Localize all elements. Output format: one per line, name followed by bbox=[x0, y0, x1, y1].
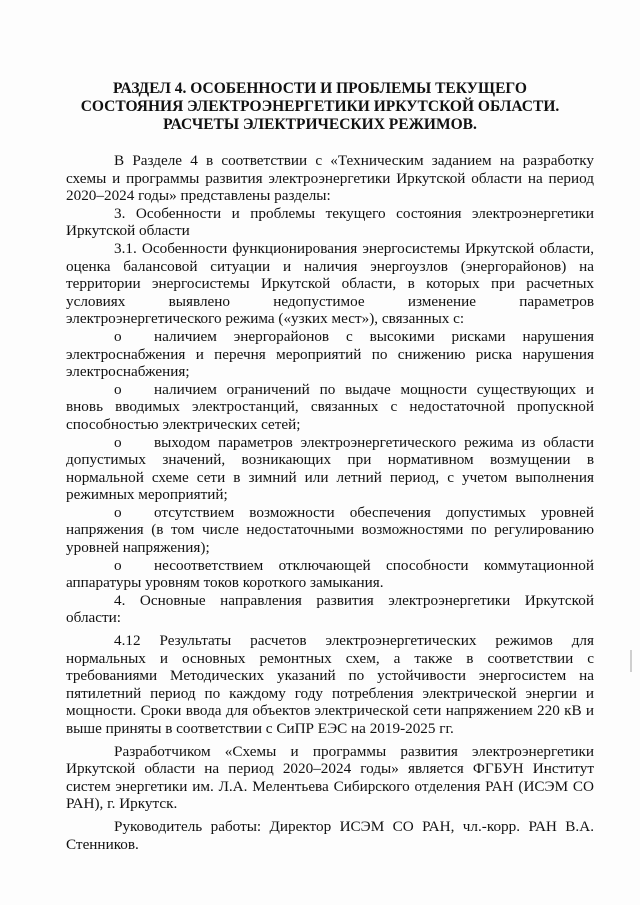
list-item bbox=[66, 434, 594, 504]
scan-artifact bbox=[630, 650, 632, 672]
bullet-marker: o bbox=[114, 503, 122, 521]
list-item-text: наличием энергорайонов с высокими рисками нарушения электроснабжения и перечня мероприятий по снижению риска нарушения электроснабжения; bbox=[66, 327, 594, 381]
list-item-text: отсутствием возможности обеспечения допустимых уровней напряжения (в том числе недостаточными возможностями по регулированию уровней напряжения); bbox=[66, 503, 594, 557]
developer-paragraph: Разработчиком «Схемы и программы развития электроэнергетики Иркутской области на период 2020–2024 годы» является ФГБУН Институт систем энергетики им. Л.А. Мелентьева Сибирского отделения РАН (ИСЭМ СО РАН), г. Иркутск. bbox=[66, 742, 594, 813]
document-body bbox=[66, 152, 594, 853]
list-item-text: выходом параметров электроэнергетического режима из области допустимых значений, возникающих при нормативном возмущении в нормальной схеме сети в зимний или летний период, с учетом выполнения режимных мероприятий; bbox=[66, 433, 594, 504]
list-item-text: наличием ограничений по выдаче мощности существующих и вновь вводимых электростанций, связанных с недостаточной пропускной способностью электрических сетей; bbox=[66, 380, 594, 433]
title-line-2: СОСТОЯНИЯ ЭЛЕКТРОЭНЕРГЕТИКИ ИРКУТСКОЙ ОБЛАСТИ. bbox=[80, 98, 560, 115]
bullet-marker: o bbox=[114, 433, 122, 451]
list-item-text: несоответствием отключающей способности коммутационной аппаратуры уровням токов короткого замыкания. bbox=[66, 556, 594, 592]
intro-paragraph: В Разделе 4 в соответствии с «Техническим заданием на разработку схемы и программы развития электроэнергетики Иркутской области на период 2020–2024 годы» представлены разделы: bbox=[66, 152, 594, 205]
list-item bbox=[66, 381, 594, 434]
section-3-paragraph: 3. Особенности и проблемы текущего состояния электроэнергетики Иркутской области bbox=[66, 204, 594, 240]
section-3-1-paragraph: 3.1. Особенности функционирования энергосистемы Иркутской области, оценка балансовой ситуации и наличия энергоузлов (энергорайонов) на территории энергосистемы Иркутской области, в которых при расчетных условиях выявлено недопустимое изменение параметров электроэнергетического режима («узких мест»), связанных с: bbox=[66, 239, 594, 328]
bullet-marker: o bbox=[114, 327, 122, 345]
title-line-1: РАЗДЕЛ 4. ОСОБЕННОСТИ И ПРОБЛЕМЫ ТЕКУЩЕГО bbox=[113, 80, 527, 97]
list-item bbox=[66, 557, 594, 592]
title-line-3: РАСЧЕТЫ ЭЛЕКТРИЧЕСКИХ РЕЖИМОВ. bbox=[163, 116, 477, 133]
bullet-marker: o bbox=[114, 380, 122, 398]
section-title bbox=[60, 80, 580, 134]
list-item bbox=[66, 328, 594, 381]
bullet-marker: o bbox=[114, 556, 122, 574]
project-head-paragraph: Руководитель работы: Директор ИСЭМ СО РАН, чл.-корр. РАН В.А. Стенников. bbox=[66, 817, 594, 853]
section-4-12-paragraph: 4.12 Результаты расчетов электроэнергетических режимов для нормальных и основных ремонтных схем, а также в соответствии с требованиями Методических указаний по устойчивости энергосистем на пятилетний период по каждому году потребления электрической энергии и мощности. Сроки ввода для объектов электрической сети напряжением 220 кВ и выше приняты в соответствии с СиПР ЕЭС на 2019-2025 гг. bbox=[66, 632, 594, 737]
section-4-paragraph: 4. Основные направления развития электроэнергетики Иркутской области: bbox=[66, 591, 594, 627]
list-item bbox=[66, 504, 594, 557]
